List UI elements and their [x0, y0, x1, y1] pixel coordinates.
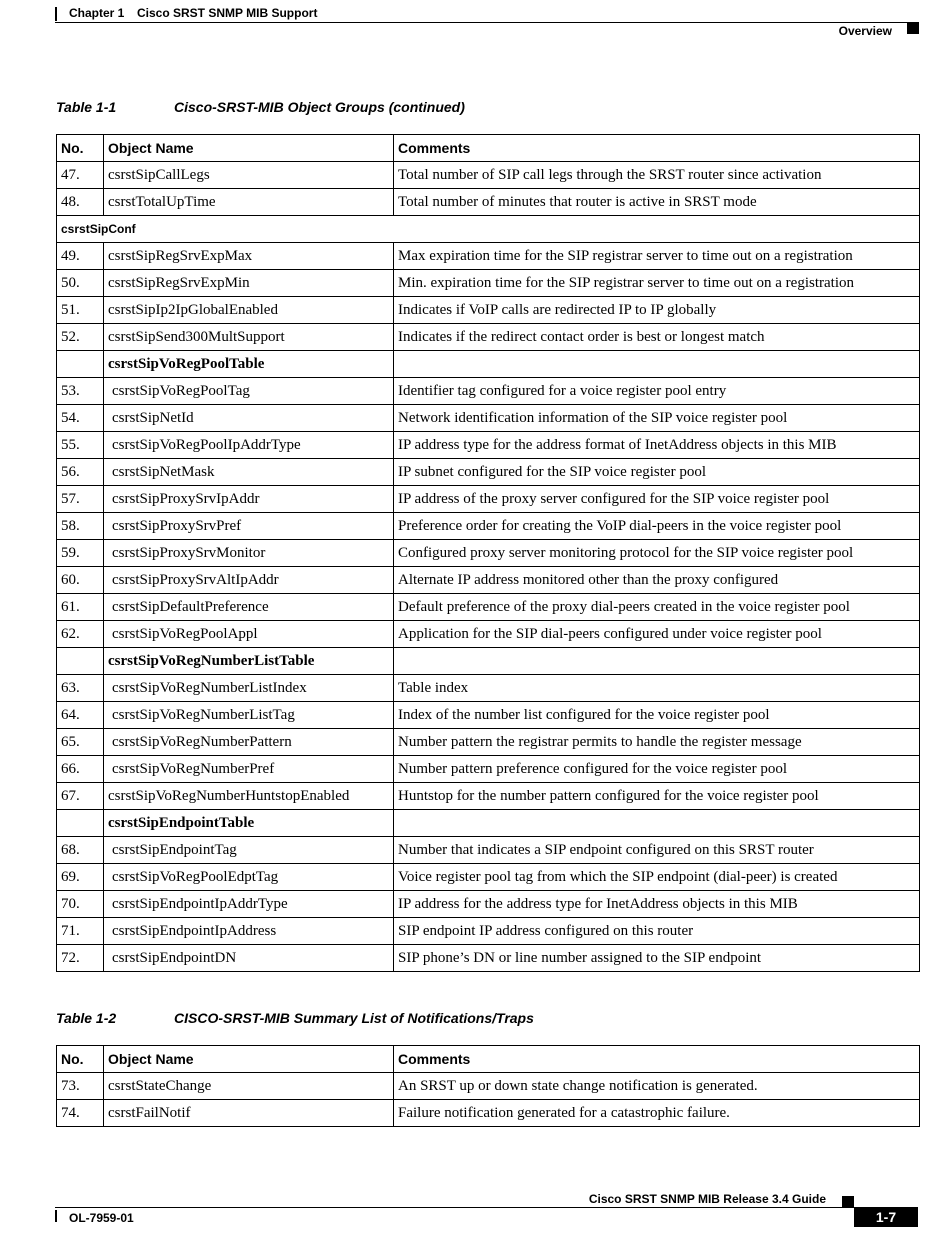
table-row — [57, 891, 920, 918]
comment-cell: Default preference of the proxy dial-peers created in the voice register pool — [394, 594, 920, 621]
object-name-cell: csrstSipVoRegNumberPattern — [104, 729, 394, 756]
comment-cell: An SRST up or down state change notification is generated. — [394, 1073, 920, 1100]
row-number-cell: 72. — [57, 945, 104, 972]
subtable-row — [57, 810, 920, 837]
table-row — [57, 675, 920, 702]
row-number-cell: 64. — [57, 702, 104, 729]
object-name-cell: csrstSipProxySrvPref — [104, 513, 394, 540]
object-name-cell: csrstSipVoRegPoolAppl — [104, 621, 394, 648]
comment-cell: Table index — [394, 675, 920, 702]
header-square — [907, 22, 919, 34]
subtable-row — [57, 648, 920, 675]
table-row — [57, 189, 920, 216]
table2-caption — [56, 1010, 534, 1026]
comment-cell: Voice register pool tag from which the SIP endpoint (dial-peer) is created — [394, 864, 920, 891]
comment-cell: Application for the SIP dial-peers configured under voice register pool — [394, 621, 920, 648]
table-row — [57, 1100, 920, 1127]
comment-cell — [394, 810, 920, 837]
chapter-label: Chapter 1 — [69, 6, 125, 20]
document-number: OL-7959-01 — [69, 1211, 134, 1225]
column-header-comments: Comments — [394, 135, 920, 162]
row-number-cell: 53. — [57, 378, 104, 405]
comment-cell: Total number of minutes that router is active in SRST mode — [394, 189, 920, 216]
table-header-row — [57, 1046, 920, 1073]
comment-cell: Min. expiration time for the SIP registrar server to time out on a registration — [394, 270, 920, 297]
comment-cell: Huntstop for the number pattern configured for the voice register pool — [394, 783, 920, 810]
table1-caption — [56, 99, 465, 115]
page-number: 1-7 — [854, 1208, 918, 1227]
table-row — [57, 783, 920, 810]
group-row — [57, 216, 920, 243]
row-number-cell: 58. — [57, 513, 104, 540]
table-row — [57, 486, 920, 513]
column-header-comments: Comments — [394, 1046, 920, 1073]
table-header-row — [57, 135, 920, 162]
row-number-cell: 63. — [57, 675, 104, 702]
table-row — [57, 540, 920, 567]
object-name-cell: csrstSipCallLegs — [104, 162, 394, 189]
comment-cell: Number pattern preference configured for the voice register pool — [394, 756, 920, 783]
row-number-cell: 52. — [57, 324, 104, 351]
object-name-cell: csrstSipNetMask — [104, 459, 394, 486]
object-name-cell: csrstSipVoRegNumberListTag — [104, 702, 394, 729]
comment-cell: SIP endpoint IP address configured on this router — [394, 918, 920, 945]
row-number-cell: 66. — [57, 756, 104, 783]
comment-cell: Max expiration time for the SIP registrar server to time out on a registration — [394, 243, 920, 270]
object-name-cell: csrstSipProxySrvAltIpAddr — [104, 567, 394, 594]
comment-cell: SIP phone’s DN or line number assigned to the SIP endpoint — [394, 945, 920, 972]
object-name-cell: csrstSipEndpointIpAddress — [104, 918, 394, 945]
row-number-cell: 49. — [57, 243, 104, 270]
object-name-cell: csrstFailNotif — [104, 1100, 394, 1127]
table1-title: Cisco-SRST-MIB Object Groups (continued) — [174, 99, 465, 115]
row-number-cell: 51. — [57, 297, 104, 324]
object-name-cell: csrstSipVoRegNumberPref — [104, 756, 394, 783]
object-name-cell: csrstSipVoRegNumberListTable — [104, 648, 394, 675]
object-name-cell: csrstSipEndpointTag — [104, 837, 394, 864]
column-header-object-name: Object Name — [104, 135, 394, 162]
object-name-cell: csrstSipRegSrvExpMax — [104, 243, 394, 270]
object-name-cell: csrstSipProxySrvIpAddr — [104, 486, 394, 513]
object-name-cell: csrstSipVoRegPoolEdptTag — [104, 864, 394, 891]
object-name-cell: csrstStateChange — [104, 1073, 394, 1100]
comment-cell: IP subnet configured for the SIP voice register pool — [394, 459, 920, 486]
table-row — [57, 270, 920, 297]
row-number-cell: 48. — [57, 189, 104, 216]
row-number-cell — [57, 351, 104, 378]
row-number-cell: 47. — [57, 162, 104, 189]
object-groups-table — [56, 134, 920, 972]
comment-cell: Total number of SIP call legs through the SRST router since activation — [394, 162, 920, 189]
comment-cell — [394, 351, 920, 378]
object-name-cell: csrstSipEndpointTable — [104, 810, 394, 837]
object-name-cell: csrstTotalUpTime — [104, 189, 394, 216]
comment-cell: Number pattern the registrar permits to handle the register message — [394, 729, 920, 756]
row-number-cell: 59. — [57, 540, 104, 567]
comment-cell: IP address type for the address format of InetAddress objects in this MIB — [394, 432, 920, 459]
comment-cell: Indicates if the redirect contact order is best or longest match — [394, 324, 920, 351]
row-number-cell: 71. — [57, 918, 104, 945]
comment-cell: Number that indicates a SIP endpoint configured on this SRST router — [394, 837, 920, 864]
row-number-cell: 56. — [57, 459, 104, 486]
comment-cell: Failure notification generated for a catastrophic failure. — [394, 1100, 920, 1127]
object-name-cell: csrstSipIp2IpGlobalEnabled — [104, 297, 394, 324]
object-name-cell: csrstSipEndpointIpAddrType — [104, 891, 394, 918]
table-row — [57, 702, 920, 729]
row-number-cell: 62. — [57, 621, 104, 648]
object-name-cell: csrstSipVoRegPoolTable — [104, 351, 394, 378]
object-name-cell: csrstSipVoRegPoolTag — [104, 378, 394, 405]
comment-cell — [394, 648, 920, 675]
object-name-cell: csrstSipVoRegNumberHuntstopEnabled — [104, 783, 394, 810]
comment-cell: IP address for the address type for InetAddress objects in this MIB — [394, 891, 920, 918]
table-row — [57, 405, 920, 432]
row-number-cell: 61. — [57, 594, 104, 621]
guide-title: Cisco SRST SNMP MIB Release 3.4 Guide — [588, 1192, 826, 1206]
comment-cell: Preference order for creating the VoIP dial-peers in the voice register pool — [394, 513, 920, 540]
comment-cell: Alternate IP address monitored other than the proxy configured — [394, 567, 920, 594]
row-number-cell: 65. — [57, 729, 104, 756]
footer-rule — [55, 1207, 918, 1208]
row-number-cell: 69. — [57, 864, 104, 891]
row-number-cell — [57, 810, 104, 837]
table-row — [57, 864, 920, 891]
object-name-cell: csrstSipEndpointDN — [104, 945, 394, 972]
table-row — [57, 621, 920, 648]
row-number-cell: 73. — [57, 1073, 104, 1100]
comment-cell: Indicates if VoIP calls are redirected IP to IP globally — [394, 297, 920, 324]
row-number-cell — [57, 648, 104, 675]
object-name-cell: csrstSipRegSrvExpMin — [104, 270, 394, 297]
table-row — [57, 756, 920, 783]
subtable-row — [57, 351, 920, 378]
comment-cell: Configured proxy server monitoring protocol for the SIP voice register pool — [394, 540, 920, 567]
chapter-title: Cisco SRST SNMP MIB Support — [137, 6, 318, 20]
object-name-cell: csrstSipProxySrvMonitor — [104, 540, 394, 567]
column-header-no: No. — [57, 135, 104, 162]
table-row — [57, 837, 920, 864]
section-title: Overview — [838, 24, 892, 38]
table-row — [57, 297, 920, 324]
row-number-cell: 68. — [57, 837, 104, 864]
table-row — [57, 594, 920, 621]
header-rule — [55, 22, 918, 23]
group-name-cell: csrstSipConf — [57, 216, 920, 243]
table2-title: CISCO-SRST-MIB Summary List of Notifications/Traps — [174, 1010, 534, 1026]
row-number-cell: 50. — [57, 270, 104, 297]
row-number-cell: 55. — [57, 432, 104, 459]
object-name-cell: csrstSipDefaultPreference — [104, 594, 394, 621]
table-row — [57, 378, 920, 405]
table-row — [57, 513, 920, 540]
row-number-cell: 57. — [57, 486, 104, 513]
table2-number: Table 1-2 — [56, 1010, 117, 1026]
row-number-cell: 74. — [57, 1100, 104, 1127]
column-header-no: No. — [57, 1046, 104, 1073]
table1-number: Table 1-1 — [56, 99, 117, 115]
object-name-cell: csrstSipVoRegPoolIpAddrType — [104, 432, 394, 459]
comment-cell: Index of the number list configured for the voice register pool — [394, 702, 920, 729]
table-row — [57, 945, 920, 972]
table-row — [57, 918, 920, 945]
table-row — [57, 459, 920, 486]
table-row — [57, 162, 920, 189]
header-bar — [55, 7, 57, 21]
table-row — [57, 324, 920, 351]
object-name-cell: csrstSipSend300MultSupport — [104, 324, 394, 351]
table-row — [57, 243, 920, 270]
table-row — [57, 1073, 920, 1100]
object-name-cell: csrstSipVoRegNumberListIndex — [104, 675, 394, 702]
notifications-table — [56, 1045, 920, 1127]
footer-bar — [55, 1210, 57, 1222]
comment-cell: Identifier tag configured for a voice register pool entry — [394, 378, 920, 405]
table-row — [57, 432, 920, 459]
column-header-object-name: Object Name — [104, 1046, 394, 1073]
row-number-cell: 67. — [57, 783, 104, 810]
row-number-cell: 70. — [57, 891, 104, 918]
row-number-cell: 60. — [57, 567, 104, 594]
comment-cell: IP address of the proxy server configured for the SIP voice register pool — [394, 486, 920, 513]
table-row — [57, 729, 920, 756]
comment-cell: Network identification information of the SIP voice register pool — [394, 405, 920, 432]
row-number-cell: 54. — [57, 405, 104, 432]
object-name-cell: csrstSipNetId — [104, 405, 394, 432]
table-row — [57, 567, 920, 594]
